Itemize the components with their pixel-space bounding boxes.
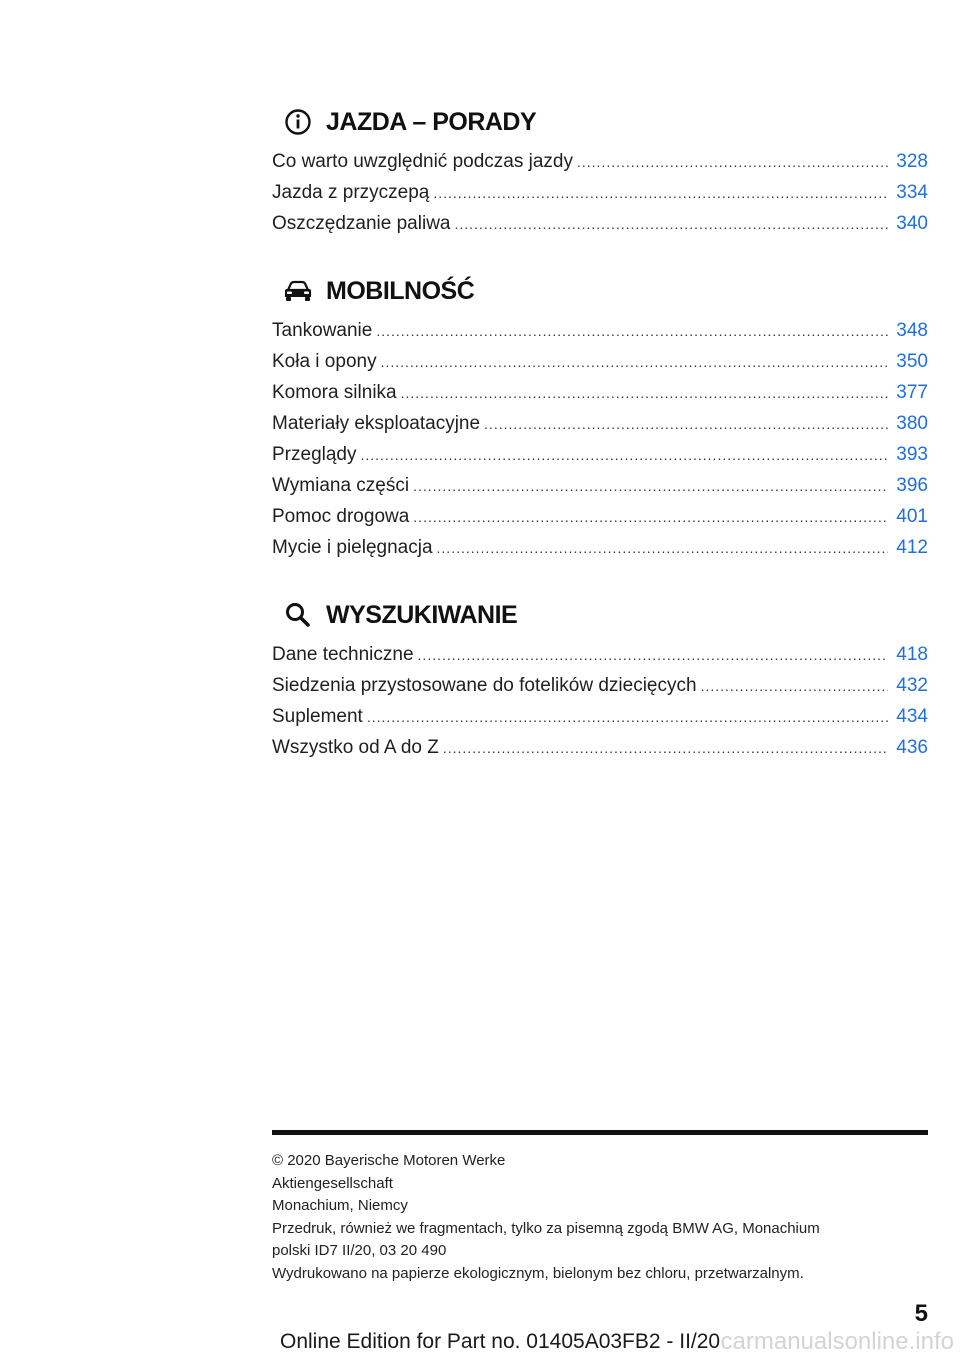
toc-entry-page-link[interactable]: 334 [896,182,928,203]
toc-entry-page-link[interactable]: 377 [896,382,928,403]
toc-entry-page-link[interactable]: 380 [896,413,928,434]
toc-entry-title: Oszczędzanie paliwa [272,213,451,234]
dot-leader [418,640,888,671]
toc-entry-title: Komora silnika [272,382,397,403]
toc-entry-title: Mycie i pielęgnacja [272,537,433,558]
section-header [272,269,928,313]
toc-entry-title: Tankowanie [272,320,373,341]
online-edition-label: Online Edition for Part no. 01405A03FB2 - II/20 [280,1330,721,1353]
toc-entry-page-link[interactable]: 350 [896,351,928,372]
dot-leader [484,409,888,440]
toc-entry-title: Wymiana części [272,475,410,496]
toc-entry[interactable] [272,501,928,532]
dot-leader [413,502,888,533]
toc-entry[interactable] [272,670,928,701]
dot-leader [376,316,888,347]
toc-entry[interactable] [272,377,928,408]
dot-leader [577,147,888,178]
toc-entry-title: Dane techniczne [272,644,414,665]
imprint-line: polski ID7 II/20, 03 20 490 [272,1242,447,1259]
table-of-contents [272,100,928,793]
imprint-line: Wydrukowano na papierze ekologicznym, bielonym bez chloru, przetwarzalnym. [272,1264,804,1282]
dot-leader [381,347,888,378]
page-number: 5 [914,1300,928,1327]
toc-entry[interactable] [272,532,928,563]
info-icon [278,108,318,136]
section-title: WYSZUKIWANIE [326,600,518,629]
toc-entry-page-link[interactable]: 340 [896,213,928,234]
section-mobilnosc [272,269,928,563]
toc-entry-title: Koła i opony [272,351,377,372]
toc-entry-page-link[interactable]: 393 [896,444,928,465]
toc-entry-title: Pomoc drogowa [272,506,410,527]
toc-entry-title: Co warto uwzględnić podczas jazdy [272,151,573,172]
imprint-line: © 2020 Bayerische Motoren Werke [272,1152,506,1169]
car-icon [278,279,318,303]
dot-leader [401,378,888,409]
toc-entry[interactable] [272,701,928,732]
toc-entry-title: Suplement [272,706,363,727]
toc-entry[interactable] [272,177,928,208]
toc-entry[interactable] [272,408,928,439]
section-title: JAZDA – PORADY [326,107,537,136]
imprint-footer [272,1150,928,1285]
dot-leader [413,471,888,502]
section-title: MOBILNOŚĆ [326,276,475,305]
toc-entry-page-link[interactable]: 412 [896,537,928,558]
section-wyszukiwanie [272,593,928,763]
toc-entry-title: Siedzenia przystosowane do fotelików dziecięcych [272,675,697,696]
dot-leader [454,209,888,240]
toc-entry-title: Materiały eksploatacyjne [272,413,481,434]
dot-leader [367,702,888,733]
imprint-line: Monachium, Niemcy [272,1197,408,1214]
toc-entry-title: Jazda z przyczepą [272,182,430,203]
dot-leader [437,533,888,564]
dot-leader [701,671,888,702]
footer-divider [272,1130,928,1135]
dot-leader [433,178,888,209]
toc-entry-page-link[interactable]: 436 [896,737,928,758]
toc-entry[interactable] [272,639,928,670]
toc-entry[interactable] [272,346,928,377]
dot-leader [361,440,889,471]
section-header [272,100,928,144]
toc-entry-page-link[interactable]: 418 [896,644,928,665]
imprint-line: Aktiengesellschaft [272,1174,393,1192]
toc-entry[interactable] [272,439,928,470]
section-header [272,593,928,637]
toc-entry-title: Przeglądy [272,444,357,465]
toc-entry[interactable] [272,315,928,346]
toc-entry-title: Wszystko od A do Z [272,737,439,758]
toc-entry-page-link[interactable]: 432 [896,675,928,696]
toc-entry-page-link[interactable]: 401 [896,506,928,527]
section-jazda-porady [272,100,928,239]
toc-entry[interactable] [272,470,928,501]
toc-entry-page-link[interactable]: 434 [896,706,928,727]
imprint-line: Przedruk, również we fragmentach, tylko za pisemną zgodą BMW AG, Monachium [272,1219,820,1237]
search-icon [278,601,318,629]
toc-entry[interactable] [272,732,928,763]
toc-entry-page-link[interactable]: 328 [896,151,928,172]
toc-entry[interactable] [272,208,928,239]
toc-entry-page-link[interactable]: 396 [896,475,928,496]
toc-entry[interactable] [272,146,928,177]
toc-entry-page-link[interactable]: 348 [896,320,928,341]
dot-leader [443,733,888,764]
watermark: carmanualsonline.info [720,1328,954,1355]
